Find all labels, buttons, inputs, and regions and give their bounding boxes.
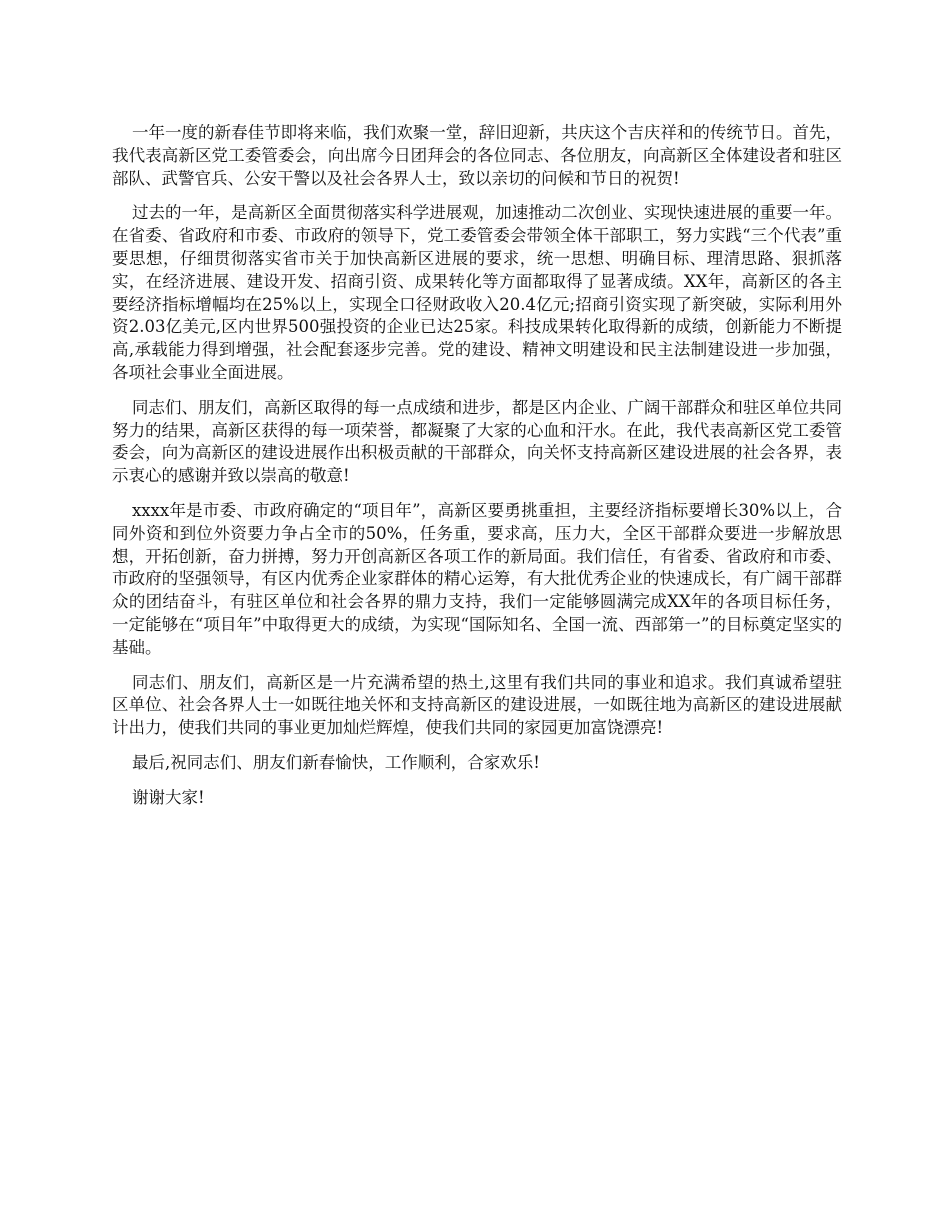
paragraph-greeting: 一年一度的新春佳节即将来临，我们欢聚一堂，辞旧迎新，共庆这个吉庆祥和的传统节日。首先，我代表高新区党工委管委会，向出席今日团拜会的各位同志、各位朋友，向高新区全体建设者和驻区部队、武警官兵、公安干警以及社会各界人士，致以亲切的问候和节日的祝贺!: [112, 123, 842, 188]
paragraph-wishes: 最后,祝同志们、朋友们新春愉快，工作顺利，合家欢乐!: [132, 752, 540, 772]
document-body: [112, 122, 842, 822]
paragraph-hopes: 同志们、朋友们，高新区是一片充满希望的热土,这里有我们共同的事业和追求。我们真诚希望驻区单位、社会各界人士一如既往地关怀和支持高新区的建设进展，一如既往地为高新区的建设进展献计出力，使我们共同的事业更加灿烂辉煌，使我们共同的家园更加富饶漂亮!: [112, 672, 842, 738]
paragraph-thanks: 同志们、朋友们，高新区取得的每一点成绩和进步，都是区内企业、广阔干部群众和驻区单位共同努力的结果，高新区获得的每一项荣誉，都凝聚了大家的心血和汗水。在此，我代表高新区党工委管委会，向为高新区的建设进展作出积极贡献的干部群众，向关怀支持高新区建设进展的社会各界，表示衷心的感谢并致以崇高的敬意!: [112, 397, 842, 486]
paragraph-project-year: xxxx年是市委、市政府确定的“项目年”，高新区要勇挑重担，主要经济指标要增长30%以上，合同外资和到位外资要力争占全市的50%，任务重，要求高，压力大，全区干部群众要进一步解放思想，开拓创新，奋力拼搏，努力开创高新区各项工作的新局面。我们信任，有省委、省政府和市委、市政府的坚强领导，有区内优秀企业家群体的精心运筹，有大批优秀企业的快速成长，有广阔干部群众的团结奋斗，有驻区单位和社会各界的鼎力支持，我们一定能够圆满完成XX年的各项目标任务，一定能够在“项目年”中取得更大的成绩，为实现“国际知名、全国一流、西部第一”的目标奠定坚实的基础。: [112, 500, 842, 657]
paragraph-past-year-review: 过去的一年，是高新区全面贯彻落实科学进展观，加速推动二次创业、实现快速进展的重要一年。在省委、省政府和市委、市政府的领导下，党工委管委会带领全体干部职工，努力实践“三个代表”重要思想，仔细贯彻落实省市关于加快高新区进展的要求，统一思想、明确目标、理清思路、狠抓落实，在经济进展、建设开发、招商引资、成果转化等方面都取得了显著成绩。XX年，高新区的各主要经济指标增幅均在25%以上，实现全口径财政收入20.4亿元;招商引资实现了新突破，实际利用外资2.03亿美元,区内世界500强投资的企业已达25家。科技成果转化取得新的成绩，创新能力不断提高,承载能力得到增强，社会配套逐步完善。党的建设、精神文明建设和民主法制建设进一步加强，各项社会事业全面进展。: [112, 203, 842, 382]
paragraph-closing: 谢谢大家!: [132, 787, 205, 807]
